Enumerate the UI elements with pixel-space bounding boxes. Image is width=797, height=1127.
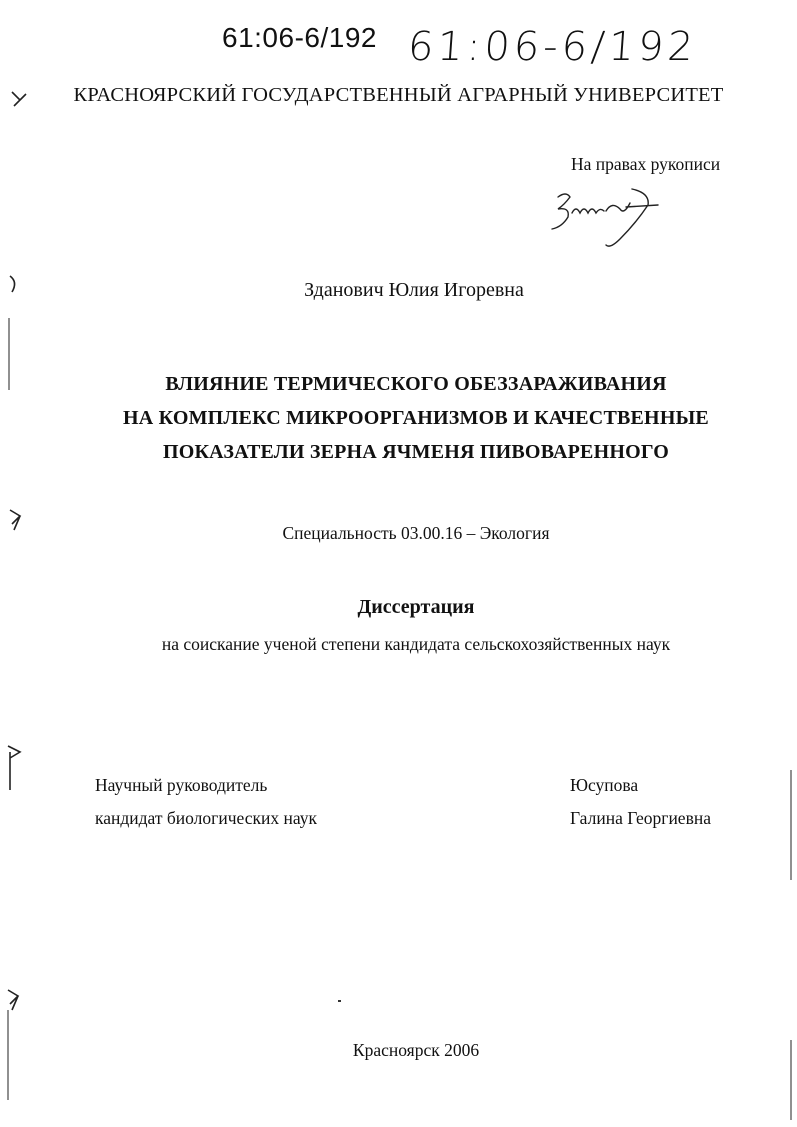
dissertation-label: Диссертация [357,596,475,618]
author-name: Зданович Юлия Игоревна [304,279,524,301]
supervisor-role [95,769,317,835]
archive-code-handwritten: 61:06-6/192 [406,24,699,70]
title-line: НА КОМПЛЕКС МИКРООРГАНИЗМОВ И КАЧЕСТВЕННЫЕ [123,407,709,429]
supervisor-name [570,769,711,835]
supervisor-surname: Юсупова [570,775,639,795]
title-line: ВЛИЯНИЕ ТЕРМИЧЕСКОГО ОБЕЗЗАРАЖИВАНИЯ [165,373,667,395]
city-year: Красноярск 2006 [352,1040,480,1060]
title-line: ПОКАЗАТЕЛИ ЗЕРНА ЯЧМЕНЯ ПИВОВАРЕННОГО [162,441,670,463]
author-signature [540,183,670,258]
specialty: Специальность 03.00.16 – Экология [282,523,550,543]
degree-statement: на соискание ученой степени кандидата сельскохозяйственных наук [161,634,671,654]
rights-note: На правах рукописи [571,154,721,174]
university-name: КРАСНОЯРСКИЙ ГОСУДАРСТВЕННЫЙ АГРАРНЫЙ УНИВЕРСИТЕТ [73,84,724,106]
archive-code-printed: 61:06-6/192 [222,22,377,53]
supervisor-role-line: Научный руководитель [95,775,268,795]
supervisor-degree-line: кандидат биологических наук [95,808,317,828]
dissertation-title [0,367,797,469]
supervisor-given-names: Галина Георгиевна [570,808,711,828]
